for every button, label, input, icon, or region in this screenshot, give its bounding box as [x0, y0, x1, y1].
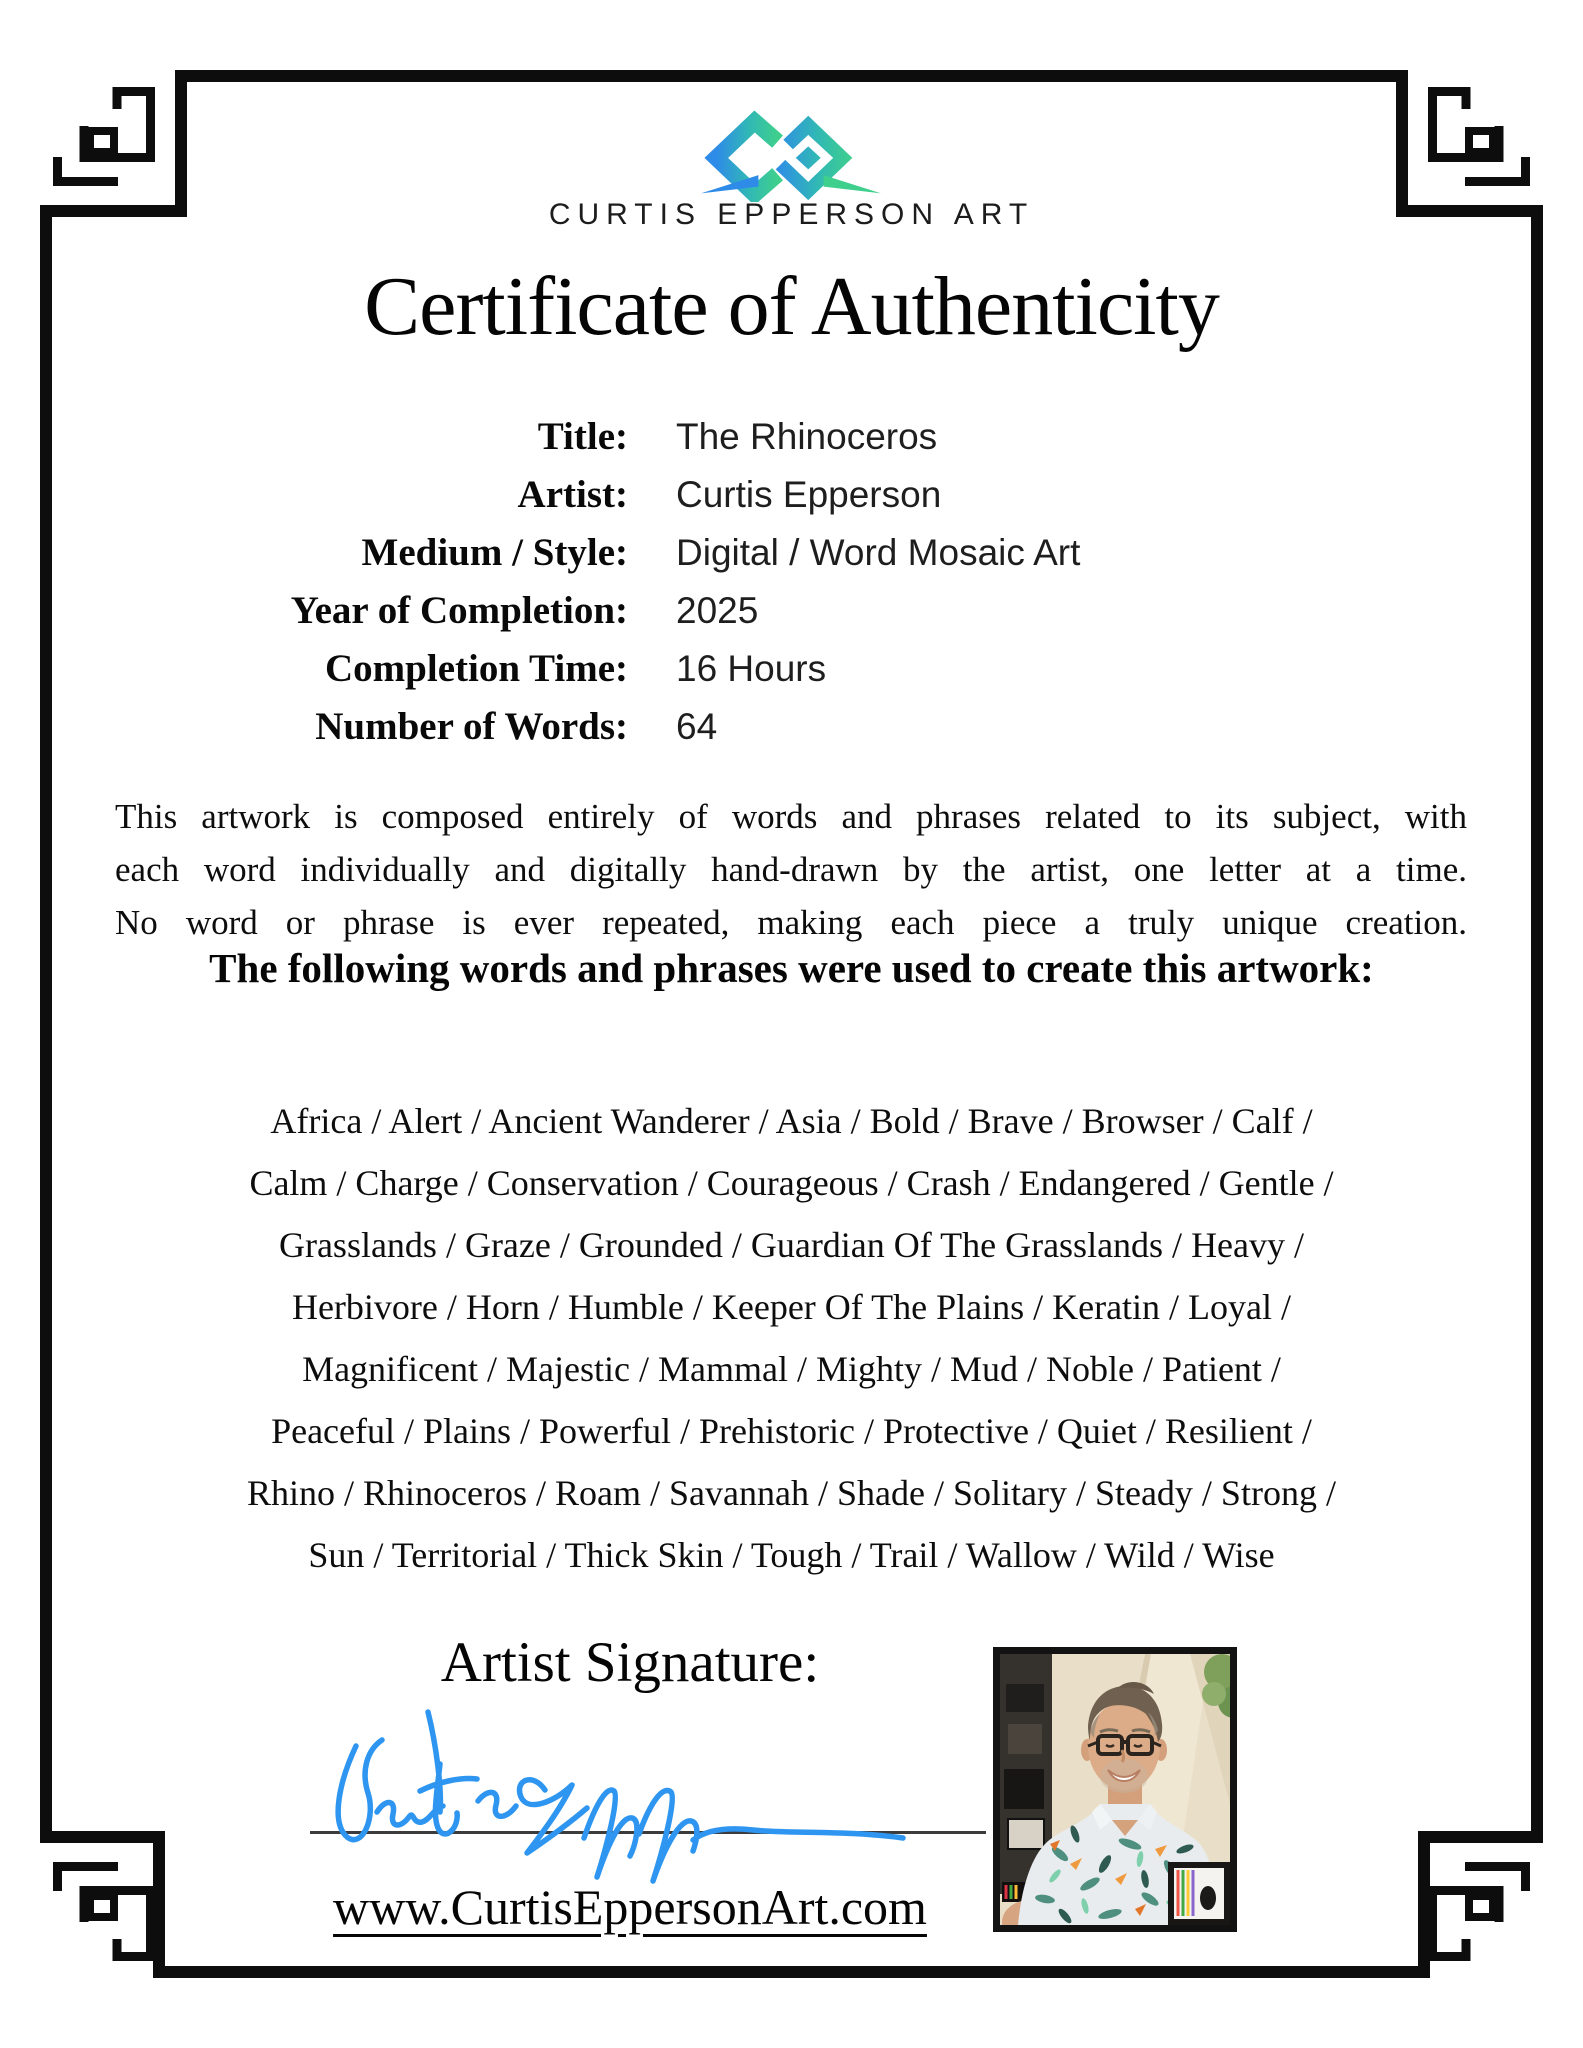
- artist-signature-label: Artist Signature:: [440, 1631, 820, 1694]
- detail-row-year: [140, 588, 1080, 646]
- detail-label: Artist:: [517, 473, 628, 516]
- detail-label: Medium / Style:: [361, 531, 628, 574]
- corner-ornament-bottom-right: [1433, 1867, 1526, 1957]
- word-list-line: Magnificent / Majestic / Mammal / Mighty / Mud / Noble / Patient /: [302, 1349, 1281, 1389]
- detail-value: Digital / Word Mosaic Art: [676, 532, 1081, 573]
- words-heading: The following words and phrases were used to create this artwork:: [209, 945, 1374, 991]
- detail-value: 2025: [676, 590, 759, 631]
- word-list-line: Africa / Alert / Ancient Wanderer / Asia / Bold / Brave / Browser / Calf /: [270, 1101, 1313, 1141]
- detail-label: Number of Words:: [315, 705, 628, 748]
- detail-row-medium: [140, 530, 1080, 588]
- detail-value: The Rhinoceros: [676, 416, 938, 457]
- corner-ornament-bottom-left: [58, 1867, 151, 1957]
- brand-name: CURTIS EPPERSON ART: [548, 198, 1035, 231]
- word-list-line: Peaceful / Plains / Powerful / Prehistoric / Protective / Quiet / Resilient /: [271, 1411, 1312, 1451]
- certificate-title: Certificate of Authenticity: [364, 260, 1219, 353]
- word-list-line: Herbivore / Horn / Humble / Keeper Of The Plains / Keratin / Loyal /: [291, 1287, 1292, 1327]
- corner-ornament-top-left: [58, 92, 151, 182]
- detail-row-artist: [140, 472, 1080, 530]
- detail-row-completion-time: [140, 646, 1080, 704]
- artwork-details: [140, 414, 1080, 762]
- artist-photo: [993, 1647, 1237, 1932]
- artist-signature-image: [300, 1690, 920, 1890]
- word-list-line: Sun / Territorial / Thick Skin / Tough / Trail / Wallow / Wild / Wise: [308, 1535, 1275, 1575]
- detail-value: 16 Hours: [676, 648, 827, 689]
- word-list-line: Rhino / Rhinoceros / Roam / Savannah / Shade / Solitary / Steady / Strong /: [247, 1473, 1336, 1513]
- description-line: No word or phrase is ever repeated, making each piece a truly unique creation.: [115, 903, 1467, 942]
- website-link[interactable]: www.CurtisEppersonArt.com: [333, 1879, 927, 1935]
- artwork-description: [115, 790, 1467, 949]
- detail-label: Completion Time:: [325, 647, 628, 690]
- word-list: [0, 1090, 1583, 1586]
- brand-logo-icon: [694, 110, 888, 202]
- corner-ornament-top-right: [1433, 92, 1526, 182]
- website-link-wrap: [250, 1878, 1010, 1936]
- word-list-line: Calm / Charge / Conservation / Courageous / Crash / Endangered / Gentle /: [249, 1163, 1334, 1203]
- detail-row-word-count: [140, 704, 1080, 762]
- description-line: This artwork is composed entirely of words and phrases related to its subject, with: [115, 797, 1467, 836]
- word-list-line: Grasslands / Graze / Grounded / Guardian Of The Grasslands / Heavy /: [278, 1225, 1305, 1265]
- detail-value: 64: [676, 706, 718, 747]
- detail-row-title: [140, 414, 1080, 472]
- detail-value: Curtis Epperson: [676, 474, 942, 515]
- detail-label: Year of Completion:: [290, 589, 628, 632]
- description-line: each word individually and digitally hand-drawn by the artist, one letter at a time.: [115, 850, 1467, 889]
- detail-label: Title:: [537, 415, 628, 458]
